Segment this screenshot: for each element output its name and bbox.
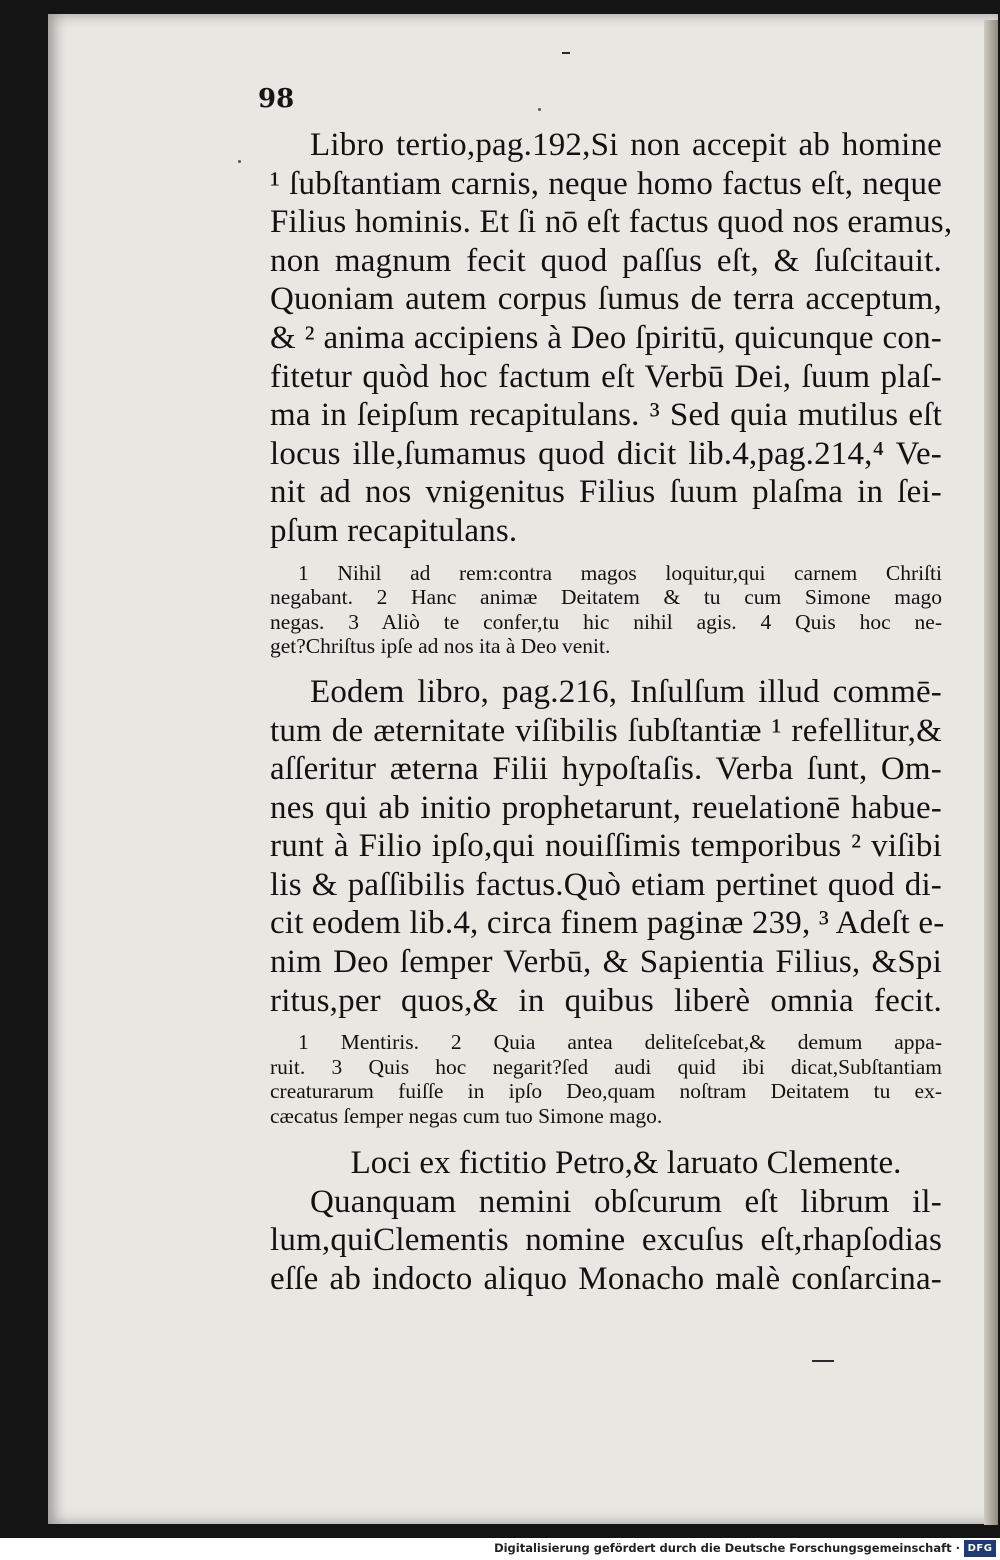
printer-mark [538, 108, 541, 111]
note-line: negabant. 2 Hanc animæ Deitatem & tu cum Simone mago [270, 585, 942, 610]
text-line: Eodem libro, pag.216, Inſulſum illud commē- [310, 673, 942, 710]
text-line: pſum recapitulans. [270, 512, 518, 549]
note-line: creaturarum fuiſſe in ipſo Deo,quam noſtram Deitatem tu ex- [270, 1079, 942, 1104]
text-line: nim Deo ſemper Verbū, & Sapientia Filius, &Spi [270, 944, 942, 981]
text-line: runt à Filio ipſo,qui nouiſſimis temporibus ² viſibi [270, 828, 942, 865]
text-line: locus ille,ſumamus quod dicit lib.4,pag.214,⁴ Ve- [270, 435, 942, 472]
text-line: lum,quiClementis nomine excuſus eſt,rhapſodias [270, 1222, 942, 1259]
text-line: eſſe ab indocto aliquo Monacho malè conſarcina- [270, 1260, 942, 1297]
text-line: Filius hominis. Et ſi nō eſt factus quod nos eramus, [270, 204, 953, 241]
note-line: negas. 3 Aliò te confer,tu hic nihil agis. 4 Quis hoc ne- [270, 609, 942, 634]
text-line: non magnum fecit quod paſſus eſt, & ſuſcitauit. [270, 242, 942, 279]
text-line: tum de æternitate viſibilis ſubſtantiæ ¹ refellitur,& [270, 712, 942, 749]
marginal-notes-2 [270, 1030, 942, 1128]
paragraph-eodem-libro [270, 673, 945, 1020]
dfg-logo: DFG [964, 1540, 996, 1557]
note-line: get?Chriſtus ipſe ad nos ita à Deo venit. [270, 634, 611, 659]
funding-notice: Digitalisierung gefördert durch die Deutsche Forschungsgemeinschaft · [494, 1541, 960, 1555]
text-line: Libro tertio,pag.192,Si non accepit ab homine [310, 127, 942, 163]
text-line: nes qui ab initio prophetarunt, reuelationē habue- [270, 789, 942, 826]
page-edge [984, 20, 998, 1525]
paragraph-irenaeus-book3 [270, 126, 953, 551]
text-line: ritus,per quos,& in quibus liberè omnia fecit. [270, 982, 942, 1019]
text-line: fitetur quòd hoc factum eſt Verbū Dei, ſuum plaſ- [270, 358, 942, 395]
printer-mark [562, 52, 570, 54]
text-line: nit ad nos vnigenitus Filius ſuum plaſma in ſei- [270, 474, 942, 511]
footer-bar [0, 1538, 1000, 1560]
paragraph-clemens [270, 1183, 942, 1299]
text-line: & ² anima accipiens à Deo ſpiritū, quicunque con- [270, 319, 942, 356]
text-line: Quanquam nemini obſcurum eſt librum il- [310, 1183, 942, 1220]
printer-mark [238, 160, 241, 163]
text-line: Quoniam autem corpus ſumus de terra acceptum, [270, 281, 942, 318]
text-line: ¹ ſubſtantiam carnis, neque homo factus eſt, neque [270, 165, 942, 202]
text-line: aſſeritur æterna Filii hypoſtaſis. Verba ſunt, Om- [270, 751, 942, 788]
printer-mark [812, 1360, 834, 1362]
text-line: ma in ſeipſum recapitulans. ³ Sed quia mutilus eſt [270, 397, 942, 434]
note-line: 1 Nihil ad rem:contra magos loquitur,qui carnem Chriſti [298, 560, 942, 585]
text-line: lis & paſſibilis factus.Quò etiam pertinet quod di- [270, 866, 942, 903]
text-line: cit eodem lib.4, circa finem paginæ 239, ³ Adeſt e- [270, 905, 945, 942]
note-line: 1 Mentiris. 2 Quia antea deliteſcebat,& demum appa- [298, 1030, 942, 1055]
marginal-notes-1 [270, 561, 942, 659]
note-line: ruit. 3 Quis hoc negarit?ſed audi quid ibi dicat,Subſtantiam [270, 1054, 942, 1079]
note-line: cæcatus ſemper negas cum tuo Simone mago. [270, 1104, 663, 1129]
section-heading: Loci ex fictitio Petro,& laruato Clemente. [350, 1144, 902, 1181]
page-text [270, 126, 953, 1298]
page-number: 98 [258, 84, 295, 114]
